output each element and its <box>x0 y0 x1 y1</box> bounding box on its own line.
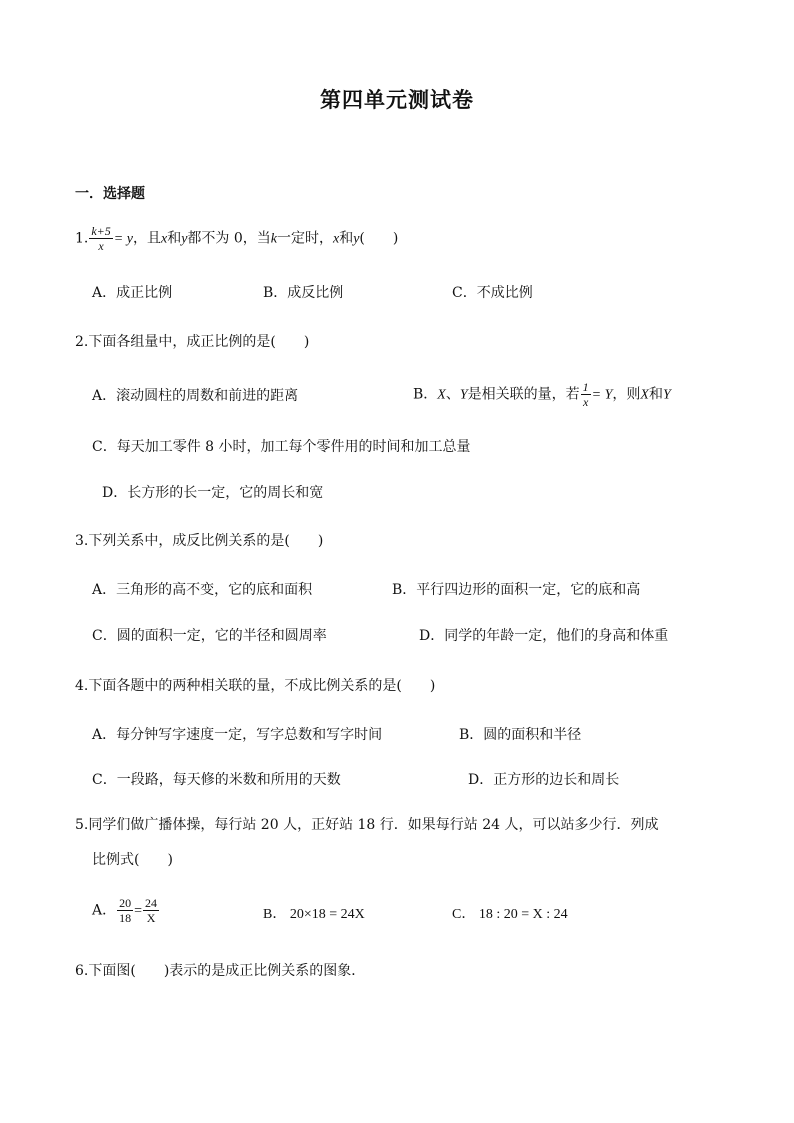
option-c: C．圆的面积一定，它的半径和圆周率 <box>92 628 327 644</box>
question-5: 5.同学们做广播体操，每行站 20 人，正好站 18 行．如果每行站 24 人，可以站多少行．列成 <box>75 817 659 833</box>
variable: Y <box>459 387 468 403</box>
math-expression: = Y <box>591 387 613 403</box>
option-label: B． <box>413 386 438 403</box>
variable: y <box>353 231 360 247</box>
option-d: D．长方形的长一定，它的周长和宽 <box>102 485 324 501</box>
variable: Y <box>662 387 671 403</box>
option-a: A．每分钟写字速度一定，写字总数和写字时间 <box>92 727 383 743</box>
question-5-continued: 比例式( ) <box>92 852 173 868</box>
section-heading: 一．选择题 <box>75 186 145 202</box>
option-a: A．三角形的高不变，它的底和面积 <box>92 582 313 598</box>
fraction-numerator: 1 <box>582 380 589 394</box>
fraction <box>89 224 112 253</box>
option-text: 是相关联的量，若 <box>467 386 580 403</box>
fraction-denominator: x <box>98 239 104 253</box>
option-text: ，则 <box>612 386 641 403</box>
option-c: C． 18 : 20 = X : 24 <box>452 907 568 922</box>
fraction-numerator: k+5 <box>91 224 111 238</box>
fraction <box>143 896 159 925</box>
math-expression: = y <box>113 231 133 247</box>
fraction-denominator: 18 <box>119 911 132 925</box>
variable: x <box>160 231 168 247</box>
option-d: D．正方形的边长和周长 <box>468 772 620 788</box>
question-text: 都不为 0，当 <box>187 230 271 247</box>
option-b: B．圆的面积和半径 <box>459 727 582 743</box>
variable: k <box>270 231 277 247</box>
fraction-denominator: x <box>582 395 589 409</box>
fraction <box>117 896 133 925</box>
option-c: C．每天加工零件 8 小时，加工每个零件用的时间和加工总量 <box>92 439 471 455</box>
question-number: 1. <box>75 230 89 247</box>
fraction-numerator: 24 <box>145 896 158 910</box>
question-3: 3.下列关系中，成反比例关系的是( ) <box>75 533 324 549</box>
option-a: A．成正比例 <box>92 285 173 301</box>
question-4: 4.下面各题中的两种相关联的量，不成比例关系的是( ) <box>75 678 436 694</box>
page-title: 第四单元测试卷 <box>320 87 474 112</box>
variable: y <box>181 231 188 247</box>
variable: X <box>640 387 649 403</box>
option-b <box>413 380 671 409</box>
question-1 <box>75 224 398 253</box>
fraction-denominator: X <box>146 911 156 925</box>
option-b: B．成反比例 <box>263 285 344 301</box>
option-a: A．滚动圆柱的周数和前进的距离 <box>92 388 299 404</box>
question-text: 一定时， <box>276 230 333 247</box>
option-d: D．同学的年龄一定，他们的身高和体重 <box>419 628 669 644</box>
answer-blank: ( ) <box>359 230 399 247</box>
option-text: 和 <box>648 386 663 403</box>
option-text: 、 <box>445 386 460 403</box>
question-text: 和 <box>167 230 182 247</box>
fraction-numerator: 20 <box>119 896 132 910</box>
question-text: ，且 <box>132 230 161 247</box>
question-6: 6.下面图( )表示的是成正比例关系的图象． <box>75 963 366 979</box>
variable: X <box>437 387 446 403</box>
variable: x <box>332 231 340 247</box>
option-b: B． 20×18 = 24X <box>263 907 365 922</box>
option-label: A． <box>92 902 117 919</box>
question-text: 和 <box>339 230 354 247</box>
option-c: C．不成比例 <box>452 285 533 301</box>
option-a <box>92 896 160 925</box>
fraction <box>581 380 591 409</box>
equals-sign: = <box>134 903 143 919</box>
option-b: B．平行四边形的面积一定，它的底和高 <box>392 582 641 598</box>
question-2: 2.下面各组量中，成正比例的是( ) <box>75 334 310 350</box>
option-c: C．一段路，每天修的米数和所用的天数 <box>92 772 341 788</box>
